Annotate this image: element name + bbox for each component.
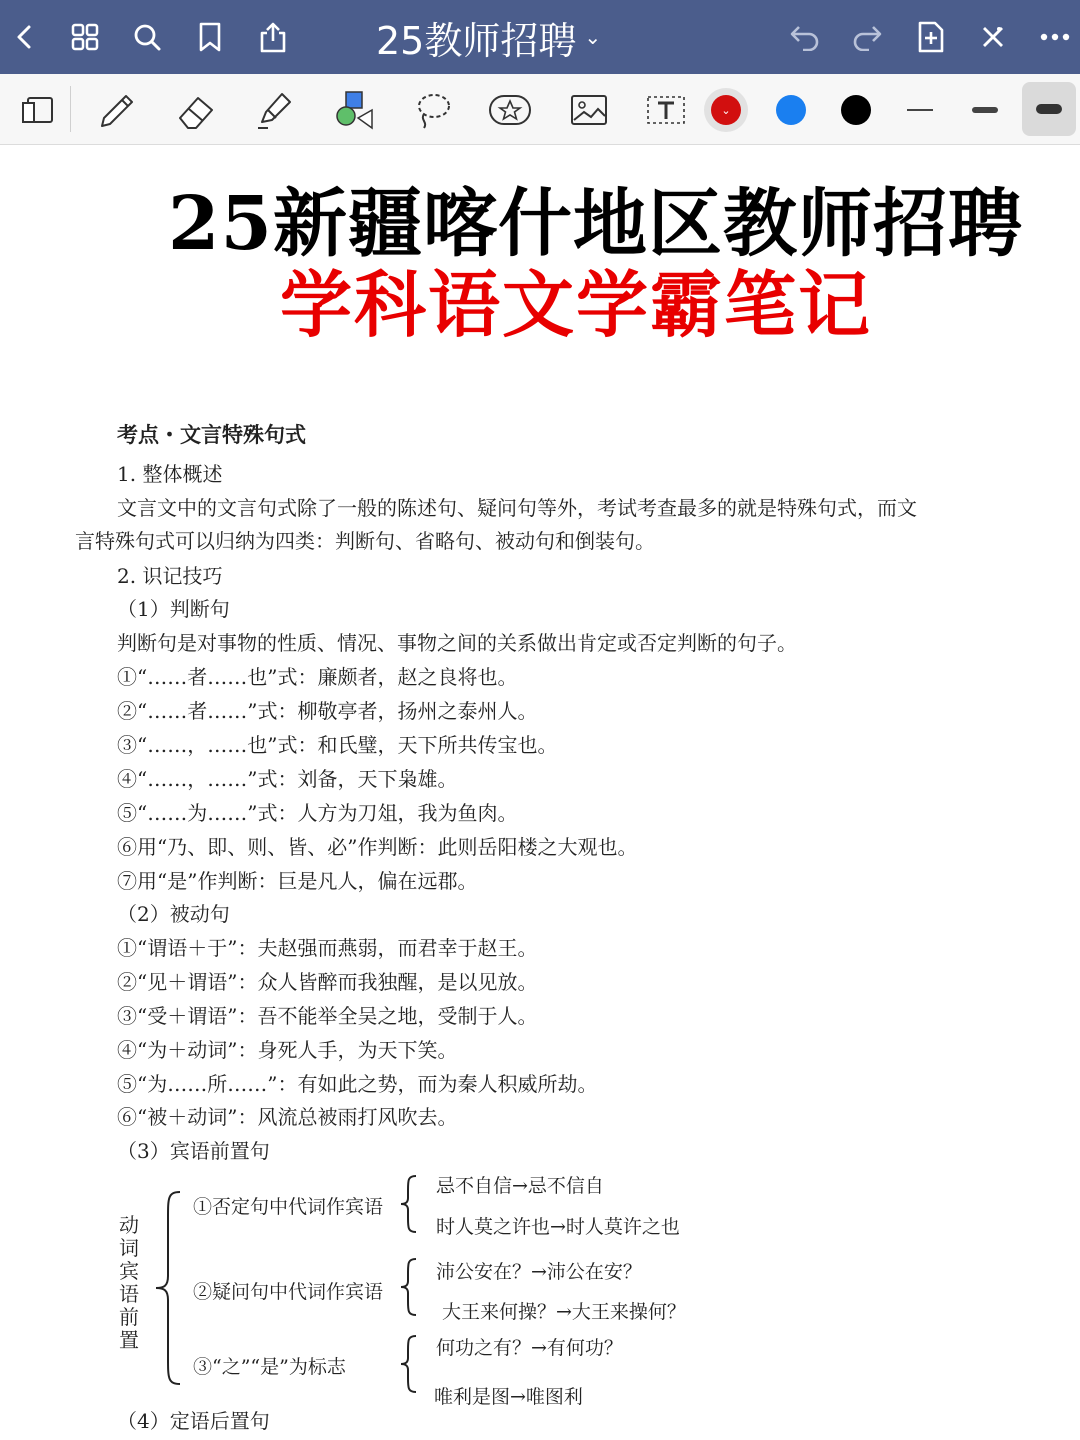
grid-icon[interactable] [60, 12, 110, 62]
passive-item: ①“谓语＋于”：夫赵强而燕弱，而君幸于赵王。 [117, 936, 538, 960]
page-subtitle: 学科语文学霸笔记 [280, 263, 873, 347]
highlighter-icon[interactable] [250, 86, 298, 134]
judgment-item: ⑤“……为……”式：人方为刀俎，我为鱼肉。 [117, 801, 518, 825]
stroke-medium-button[interactable] [961, 86, 1009, 134]
image-icon[interactable] [565, 86, 613, 134]
search-icon[interactable] [122, 12, 172, 62]
judgment-definition: 判断句是对事物的性质、情况、事物之间的关系做出肯定或否定判断的句子。 [117, 631, 797, 655]
diagram-group-label: ①否定句中代词作宾语 [193, 1196, 384, 1218]
diagram-example: 忌不自信→忌不信自 [436, 1175, 604, 1197]
page-title: 25新疆喀什地区教师招聘 [168, 181, 1023, 267]
judgment-item: ③“……，……也”式：和氏璧，天下所共传宝也。 [117, 733, 558, 757]
section-title: 考点・文言特殊句式 [117, 422, 306, 447]
diagram-brace [398, 1334, 420, 1394]
diagram-example: 沛公安在？→沛公在安？ [436, 1261, 642, 1283]
passive-item: ⑤“为……所……”：有如此之势，而为秦人积威所劫。 [117, 1072, 598, 1096]
chevron-down-icon: ⌄ [711, 95, 741, 125]
overview-title: 1. 整体概述 [117, 462, 223, 486]
shapes-icon[interactable] [330, 86, 378, 134]
add-page-icon[interactable] [906, 12, 956, 62]
diagram-group-label: ②疑问句中代词作宾语 [193, 1281, 384, 1303]
lasso-icon[interactable] [408, 86, 456, 134]
text-icon[interactable] [642, 86, 690, 134]
attribute-postposition-title: （4）定语后置句 [117, 1409, 270, 1433]
judgment-item: ⑦用“是”作判断：巨是凡人，偏在远郡。 [117, 869, 478, 893]
diagram-example: 大王来何操？→大王来操何？ [442, 1301, 686, 1323]
diagram-example: 何功之有？→有何功？ [436, 1337, 623, 1359]
memory-tips-title: 2. 识记技巧 [117, 564, 223, 588]
judgment-title: （1）判断句 [117, 597, 230, 621]
color-black-swatch[interactable] [832, 86, 880, 134]
judgment-item: ④“……，……”式：刘备，天下枭雄。 [117, 767, 458, 791]
pen-icon[interactable] [92, 86, 140, 134]
page-layout-icon[interactable] [14, 86, 62, 134]
passive-item: ⑥“被＋动词”：风流总被雨打风吹去。 [117, 1105, 458, 1129]
top-bar [0, 0, 1080, 74]
stroke-thick-button[interactable] [1022, 82, 1076, 136]
document-title[interactable] [376, 10, 601, 64]
passive-title: （2）被动句 [117, 902, 230, 926]
diagram-brace [398, 1174, 420, 1234]
diagram-example: 唯利是图→唯图利 [434, 1386, 583, 1408]
overview-text-2: 言特殊句式可以归纳为四类：判断句、省略句、被动句和倒装句。 [75, 529, 655, 553]
overview-text-1: 文言文中的文言句式除了一般的陈述句、疑问句等外，考试考查最多的就是特殊句式，而文 [117, 496, 917, 520]
passive-item: ③“受＋谓语”：吾不能举全吴之地，受制于人。 [117, 1004, 538, 1028]
toolbar-divider [70, 86, 71, 132]
diagram-group-label: ③“之”“是”为标志 [193, 1356, 346, 1378]
stroke-thin-button[interactable] [896, 86, 944, 134]
close-icon[interactable] [968, 12, 1018, 62]
judgment-item: ①“……者……也”式：廉颇者，赵之良将也。 [117, 665, 518, 689]
redo-icon[interactable] [842, 12, 892, 62]
diagram-main-brace [150, 1188, 186, 1388]
judgment-item: ②“……者……”式：柳敬亭者，扬州之泰州人。 [117, 699, 538, 723]
passive-item: ④“为＋动词”：身死人手，为天下笑。 [117, 1038, 458, 1062]
judgment-item: ⑥用“乃、即、则、皆、必”作判断：此则岳阳楼之大观也。 [117, 835, 638, 859]
diagram-example: 时人莫之许也→时人莫许之也 [436, 1216, 680, 1238]
bookmark-icon[interactable] [185, 12, 235, 62]
undo-icon[interactable] [780, 12, 830, 62]
diagram-root-label: 动词宾语前置 [119, 1213, 139, 1352]
more-icon[interactable] [1030, 12, 1080, 62]
share-icon[interactable] [248, 12, 298, 62]
object-fronting-title: （3）宾语前置句 [117, 1139, 270, 1163]
chevron-down-icon: ⌄ [584, 25, 602, 49]
eraser-icon[interactable] [172, 86, 220, 134]
passive-item: ②“见＋谓语”：众人皆醉而我独醒，是以见放。 [117, 970, 538, 994]
diagram-brace [398, 1257, 420, 1317]
color-blue-swatch[interactable] [767, 86, 815, 134]
color-red-swatch[interactable] [702, 86, 750, 134]
sticker-icon[interactable] [486, 86, 534, 134]
document-title-text: 25教师招聘 [376, 18, 577, 63]
back-icon[interactable] [0, 12, 50, 62]
